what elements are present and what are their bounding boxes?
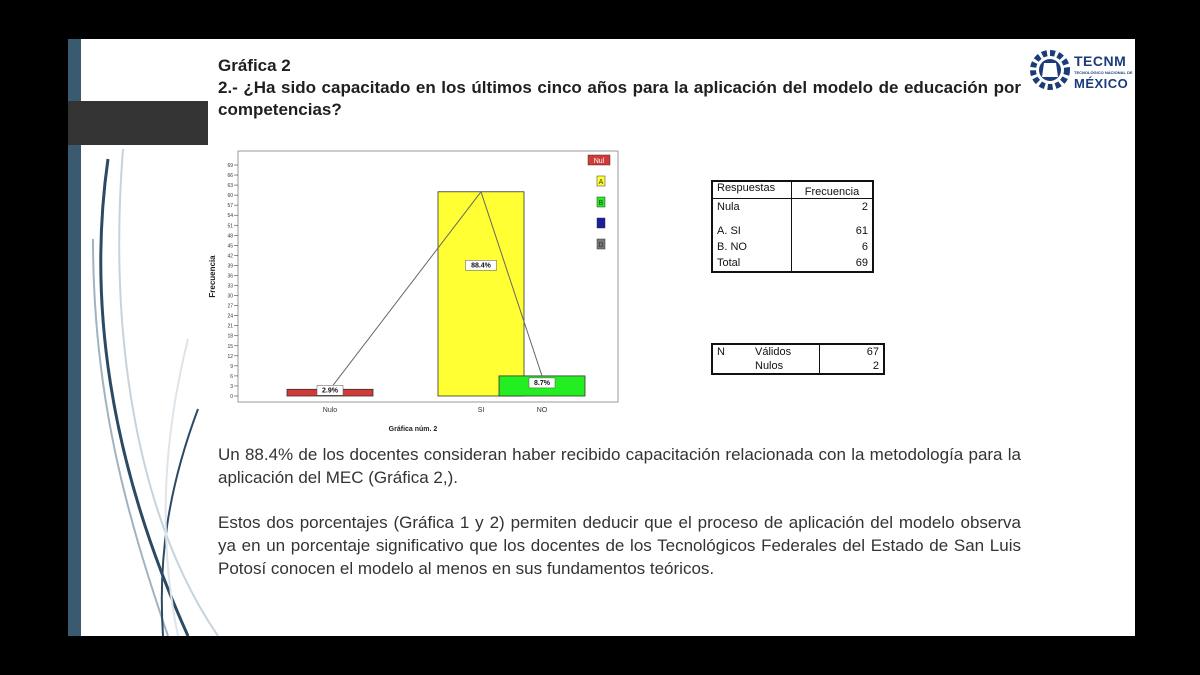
y-tick-label: 21: [227, 323, 233, 330]
logo-text-subtitle: TECNOLÓGICO NACIONAL DE: [1074, 70, 1133, 75]
paragraph-findings: Un 88.4% de los docentes consideran haber recibido capacitación relacionada con la metodología para la aplicación del MEC (Gráfica 2,).: [218, 445, 1021, 487]
table-cell-value: 6: [861, 241, 868, 253]
bar-chart-svg: [203, 149, 623, 444]
legend-label: A: [598, 179, 604, 186]
legend-label: C: [598, 221, 604, 228]
slide-question: 2.- ¿Ha sido capacitado en los últimos cinco años para la aplicación del modelo de educación por competencias?: [218, 78, 1021, 119]
y-tick-label: 33: [227, 283, 233, 290]
y-tick-label: 69: [227, 163, 233, 169]
table-row: [712, 359, 884, 374]
bar-chart: [203, 149, 623, 444]
y-tick-label: 39: [227, 263, 233, 270]
y-tick-label: 30: [227, 293, 233, 300]
frequency-table: [711, 180, 874, 273]
y-tick-label: 57: [227, 203, 233, 210]
arrow-tab-tip: [190, 101, 208, 145]
logo-text-tecnm: TECNM: [1074, 53, 1127, 69]
legend-label: D: [598, 242, 604, 249]
y-tick-label: 63: [227, 183, 233, 190]
data-label: 88.4%: [471, 262, 491, 270]
y-tick-label: 45: [227, 243, 233, 250]
paragraph-conclusion: Estos dos porcentajes (Gráfica 1 y 2) permiten deducir que el proceso de aplicación del modelo observa ya en un porcentaje significativo que los docentes de los Tecnológicos Federales del Estado de San Luis Potosí conocen el modelo al menos en sus fundamentos teóricos.: [218, 513, 1021, 578]
n-label: N: [717, 346, 725, 358]
y-tick-label: 12: [227, 353, 233, 360]
table-cell-value: 2: [861, 201, 868, 213]
y-tick-label: 36: [227, 273, 233, 280]
y-tick-label: 48: [227, 233, 233, 240]
data-label: 2.9%: [322, 387, 338, 395]
bar-si: [438, 192, 524, 396]
y-tick-label: 24: [227, 313, 233, 320]
x-tick-label: NO: [536, 407, 548, 414]
y-tick-label: 18: [227, 333, 233, 340]
table-cell-label: Nula: [712, 199, 792, 216]
table-cell-label: Total: [712, 255, 792, 272]
legend-label: B: [598, 200, 604, 207]
y-tick-label: 6: [230, 373, 233, 380]
data-label: 8.7%: [534, 379, 550, 387]
table-cell-label: Nulos: [751, 359, 820, 374]
plot-frame: [238, 151, 618, 402]
y-tick-label: 42: [227, 253, 233, 260]
y-tick-label: 15: [227, 343, 233, 350]
table-cell-value: 2: [872, 360, 879, 372]
slide-title: Gráfica 2: [218, 56, 291, 75]
presentation-slide: [68, 39, 1135, 636]
y-tick-label: 66: [227, 173, 233, 180]
logo-text-mexico: MÉXICO: [1074, 76, 1129, 91]
x-tick-label: SI: [477, 407, 485, 414]
y-tick-label: 9: [230, 363, 233, 370]
table-row: [712, 255, 873, 272]
y-tick-label: 54: [227, 213, 233, 220]
table-cell-value: 69: [855, 257, 868, 269]
table-header-respuestas: Respuestas: [712, 181, 792, 199]
table-cell-label: Válidos: [751, 344, 820, 359]
table-cell-value: 67: [866, 346, 879, 358]
table-cell-label: A. SI: [712, 223, 792, 239]
n-summary-table: [711, 343, 885, 375]
y-tick-label: 60: [227, 193, 233, 200]
y-tick-label: 27: [227, 303, 233, 310]
legend-label: Nul: [593, 158, 605, 165]
arrow-tab: [68, 101, 208, 145]
y-tick-label: 0: [230, 394, 233, 400]
table-row: [712, 199, 873, 216]
table-cell-label: B. NO: [712, 239, 792, 255]
gear-logo-icon: [1028, 39, 1072, 101]
table-header-frecuencia: Frecuencia: [792, 181, 874, 199]
x-axis-label: Gráfica núm. 2: [388, 426, 438, 433]
table-row: [712, 223, 873, 239]
table-cell-value: 61: [855, 225, 868, 237]
y-tick-label: 3: [230, 383, 233, 390]
table-row: [712, 239, 873, 255]
tecnm-logo: [1028, 39, 1133, 101]
x-tick-label: Nulo: [322, 407, 338, 414]
table-row: [712, 344, 884, 359]
y-axis-label: Frecuencia: [208, 255, 217, 298]
y-tick-label: 51: [227, 223, 233, 230]
